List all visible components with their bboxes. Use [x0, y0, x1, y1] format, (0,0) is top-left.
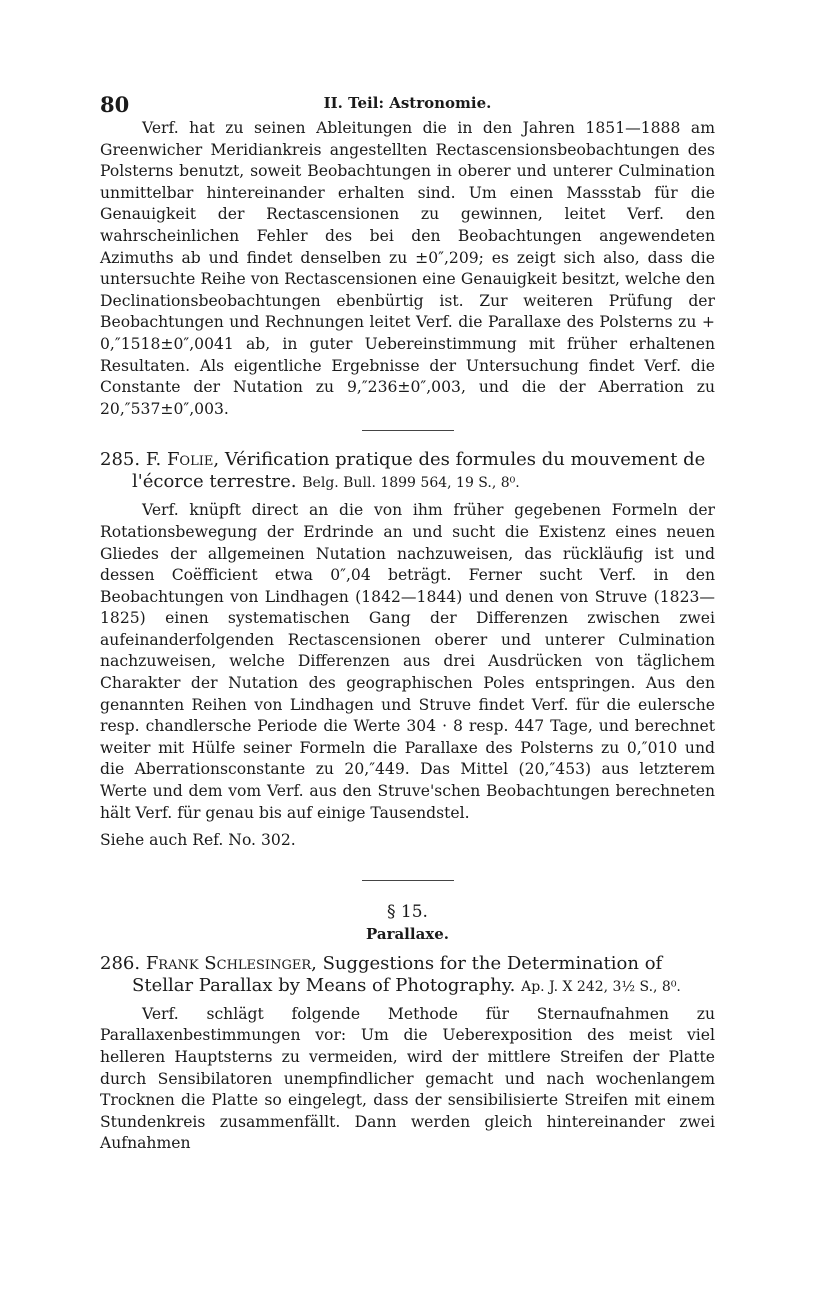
- entry-286-body: Verf. schlägt folgende Methode für Sternaufnahmen zu Parallaxenbestimmungen vor: Um die Ueberexposition des meist viel helleren Hauptsterns zu vermeiden, wird der mittlere Streifen der Platte durch Sensibilatoren unempfindlicher gemacht und nach wochenlangem Trocknen die Platte so eingelegt, dass der sensibilisierte Streifen mit einem Stundenkreis zusammenfällt. Dann werden gleich hintereinander zwei Aufnahmen: [100, 1004, 715, 1153]
- entry-title: Suggestions for the Determination of Stellar Parallax by Means of Photography.: [132, 952, 663, 996]
- section-number: § 15.: [387, 901, 428, 922]
- entry-285-body: Verf. knüpft direct an die von ihm früher gegebenen Formeln der Rotationsbewegung der Erdrinde an und sucht die Existenz eines neuen Gliedes der allgemeinen Nutation nachzuweisen, das rückläufig ist und dessen Coëfficient etwa 0″,04 beträgt. Ferner sucht Verf. in den Beobachtungen von Lindhagen (1842—1844) und denen von Struve (1823—1825) einen systematischen Gang der Differenzen zwischen zwei aufeinanderfolgenden Rectascensionen oberer und unterer Culmination nachzuweisen, welche Differenzen aus drei Ausdrücken von täglichem Charakter der Nutation des geographischen Poles entspringen. Aus den genannten Reihen von Lindhagen und Struve findet Verf. für die eulersche resp. chandlersche Periode die Werte 304 · 8 resp. 447 Tage, und berechnet weiter mit Hülfe seiner Formeln die Parallaxe des Polsterns zu 0,″010 und die Aberrationsconstante zu 20,″449. Das Mittel (20,″453) aus letzterem Werte und dem vom Verf. aus den Struve'schen Beobachtungen berechneten hält Verf. für genau bis auf einige Tausendstel.: [100, 501, 715, 822]
- entry-number: 285.: [100, 449, 141, 471]
- entry-source: Belg. Bull. 1899 564, 19 S., 8⁰.: [302, 475, 520, 492]
- see-also: Siehe auch Ref. No. 302.: [100, 831, 296, 850]
- page-number: 80: [100, 92, 130, 117]
- entry-286: [100, 953, 715, 1155]
- entry-source: Ap. J. X 242, 3½ S., 8⁰.: [521, 978, 681, 995]
- entry-author: Frank Schlesinger,: [145, 952, 317, 974]
- divider: [362, 430, 454, 431]
- entry-285-heading: [100, 449, 715, 494]
- intro-paragraph: Verf. hat zu seinen Ableitungen die in den Jahren 1851—1888 am Greenwicher Meridiankreis angestellten Rectascensionsbeobachtungen des Polsterns benutzt, soweit Beobachtungen in oberer und unterer Culmination unmittelbar hintereinander erhalten sind. Um einen Massstab für die Genauigkeit der Rectascensionen zu gewinnen, leitet Verf. den wahrscheinlichen Fehler des bei den Beobachtungen angewendeten Azimuths ab und findet denselben zu ±0″,209; es zeigt sich also, dass die untersuchte Reihe von Rectascensionen eine Genauigkeit besitzt, welche den Declinationsbeobachtungen ebenbürtig ist. Zur weiteren Prüfung der Beobachtungen und Rechnungen leitet Verf. die Parallaxe des Polsterns zu + 0,″1518±0″,0041 ab, in guter Uebereinstimmung mit früher erhaltenen Resultaten. Als eigentliche Ergebnisse der Untersuchung findet Verf. die Constante der Nutation zu 9,″236±0″,003, und die der Aberration zu 20,″537±0″,003.: [100, 119, 715, 418]
- running-title: II. Teil: Astronomie.: [323, 94, 492, 112]
- page-header: [100, 88, 715, 118]
- entry-285: [100, 449, 715, 852]
- page: [100, 88, 715, 1155]
- section-title: Parallaxe.: [365, 924, 450, 943]
- divider: [362, 880, 454, 881]
- entry-title: Vérification pratique des formules du mouvement de l'écorce terrestre.: [132, 449, 706, 493]
- entry-286-heading: [100, 953, 715, 998]
- entry-author: F. Folie,: [145, 449, 220, 471]
- entry-number: 286.: [100, 952, 141, 974]
